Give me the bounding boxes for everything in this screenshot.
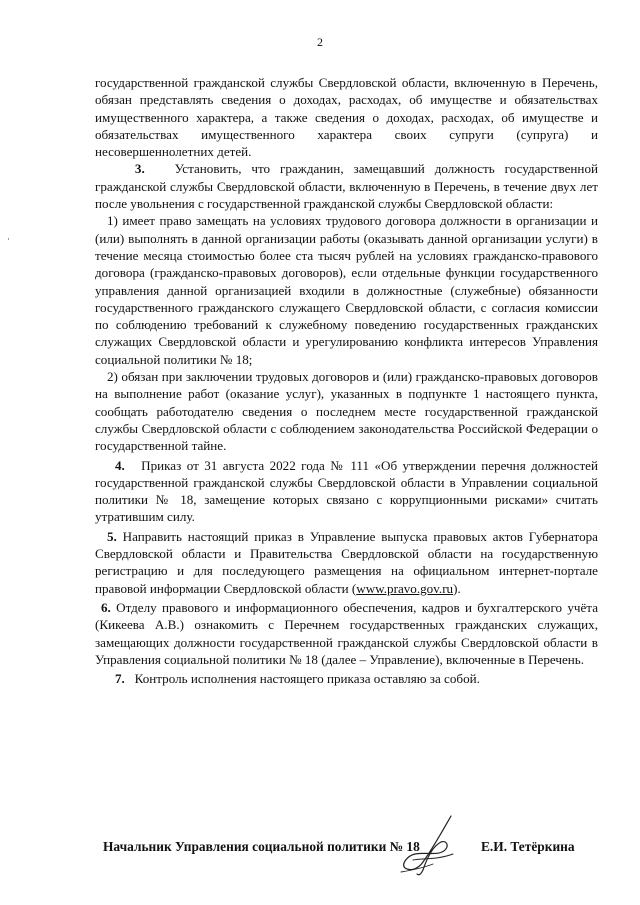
paragraph-item-6 bbox=[95, 599, 598, 668]
item-6-number: 6. bbox=[101, 599, 111, 615]
signature-block bbox=[103, 838, 593, 855]
paragraph-subitem-1: 1) имеет право замещать на условиях трудового договора должности в организации и (или) выполнять в данной организации работы (оказывать данной организации услуги) в течение месяца стоимостью более ста тысяч рублей на условиях гражданско-правового договора (гражданско-правовых договоров), если отдельные функции государственного управления данной организацией входили в должностные (служебные) обязанности государственного гражданского служащего Свердловской области, с согласия комиссии по соблюдению требований к служебному поведению государственных гражданских служащих Свердловской области и урегулированию конфликта интересов Управления социальной политики № 18; bbox=[95, 213, 598, 367]
paragraph-item-3 bbox=[95, 160, 598, 212]
margin-mark bbox=[8, 238, 9, 240]
item-7-number: 7. bbox=[115, 671, 125, 687]
item-5-text: Направить настоящий приказ в Управление выпуска правовых актов Губернатора Свердловской области и Правительства Свердловской области на государственную регистрацию и для последующего размещения на официальном интернет-портале правовой информации Свердловской области ( bbox=[95, 528, 598, 596]
item-7-text: Контроль исполнения настоящего приказа оставляю за собой. bbox=[134, 671, 480, 687]
document-body bbox=[95, 74, 598, 687]
handwritten-signature-icon bbox=[393, 810, 473, 880]
item-4-number: 4. bbox=[115, 457, 125, 473]
paragraph-item-4 bbox=[95, 457, 598, 526]
paragraph-item-5 bbox=[95, 528, 598, 597]
signatory-position: Начальник Управления социальной политики № 18 bbox=[103, 839, 420, 854]
paragraph-intro: государственной гражданской службы Свердловской области, включенную в Перечень, обязан представлять сведения о доходах, расходах, об имуществе и обязательствах имущественного характера, а также сведения о доходах, расходах, об имуществе и обязательствах имущественного характера своих супруги (супруга) и несовершеннолетних детей. bbox=[95, 75, 598, 160]
item-6-text: Отделу правового и информационного обеспечения, кадров и бухгалтерского учёта (Кикеева А.В.) ознакомить с Перечнем государственных гражданских служащих, замещающих должности государственной гражданской службы Свердловской области в Управления социальной политики № 18 (далее – Управление), включенные в Перечень. bbox=[95, 599, 598, 667]
signatory-name: Е.И. Тетёркина bbox=[481, 839, 575, 854]
item-3-text: Установить, что гражданин, замещавший должность государственной гражданской службы Свердловской области, включенную в Перечень, в течение двух лет после увольнения с государственной гражданской службы Свердловской области: bbox=[95, 161, 598, 212]
item-4-text: Приказ от 31 августа 2022 года № 111 «Об утверждении перечня должностей государственной гражданской службы Свердловской области в Управлении социальной политики № 18, замещение которых связано с коррупционными рисками» считать утратившим силу. bbox=[95, 457, 598, 525]
item-5-number: 5. bbox=[107, 528, 117, 544]
item-3-number: 3. bbox=[134, 161, 145, 177]
page-number: 2 bbox=[317, 35, 323, 49]
pravo-gov-link[interactable]: www.pravo.gov.ru bbox=[356, 580, 454, 596]
paragraph-item-7 bbox=[95, 670, 598, 687]
item-5-end: ). bbox=[453, 580, 461, 596]
paragraph-subitem-2: 2) обязан при заключении трудовых договоров и (или) гражданско-правовых договоров на выполнение работ (оказание услуг), указанных в подпункте 1 настоящего пункта, сообщать работодателю сведения о последнем месте государственной гражданской службы Свердловской области с соблюдением законодательства Российской Федерации о государственной тайне. bbox=[95, 369, 598, 454]
